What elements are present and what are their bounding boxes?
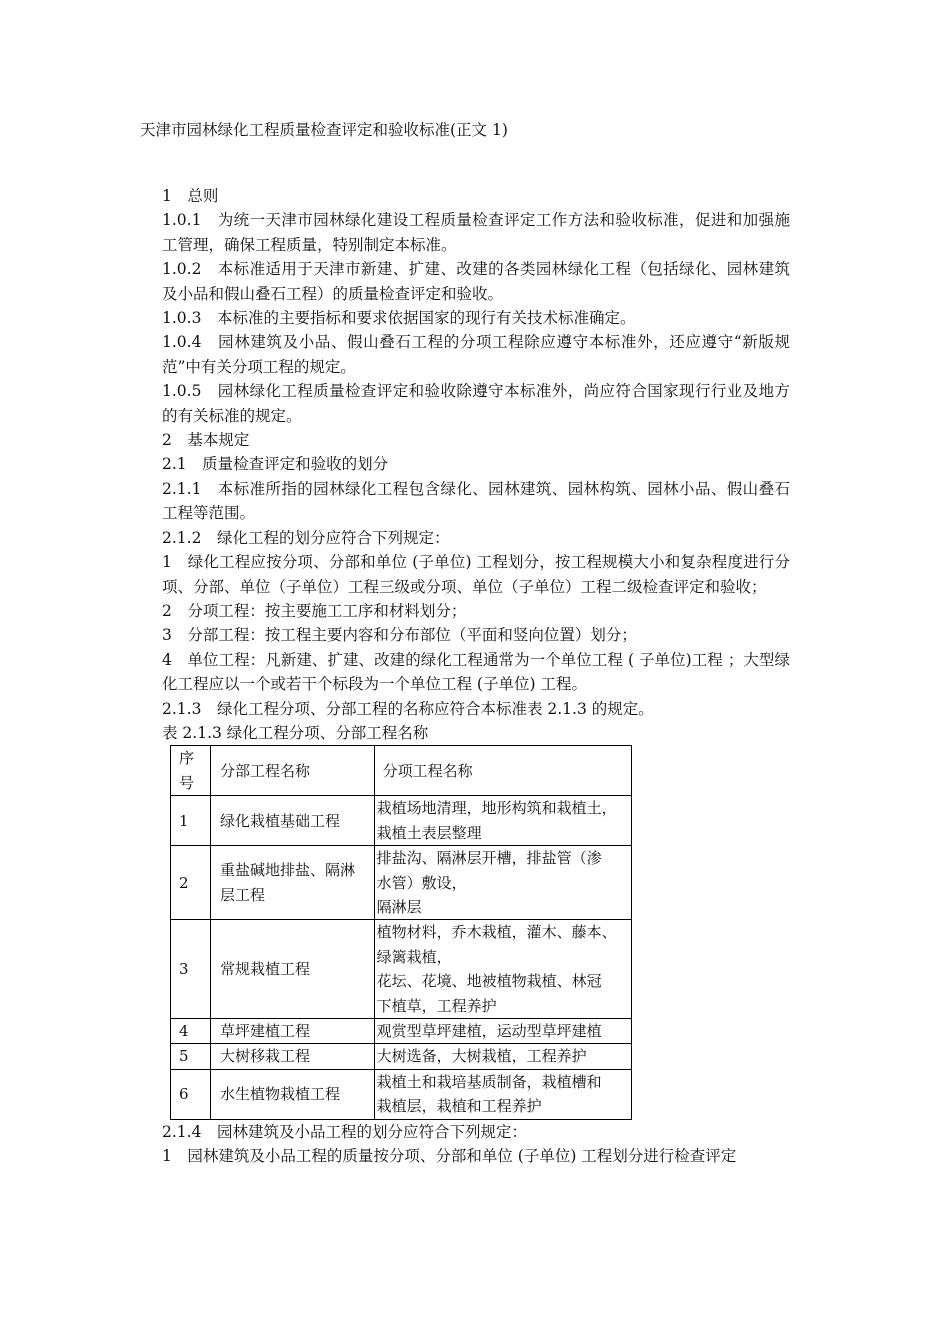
paragraph: 1.0.1 为统一天津市园林绿化建设工程质量检查评定工作方法和验收标准，促进和加强施工管理，确保工程质量，特别制定本标准。 bbox=[162, 211, 790, 254]
cell-seq: 1 bbox=[171, 796, 211, 846]
paragraph: 2.1 质量检查评定和验收的划分 bbox=[162, 455, 389, 474]
table-header-row bbox=[171, 746, 632, 796]
paragraph: 1 总则 bbox=[162, 187, 219, 205]
header-item: 分项工程名称 bbox=[374, 746, 631, 796]
cell-line: 植物材料，乔木栽植，灌木、藤本、 bbox=[376, 923, 617, 942]
cell-division bbox=[210, 1019, 374, 1044]
paragraph: 1.0.3 本标准的主要指标和要求依据国家的现行有关技术标准确定。 bbox=[162, 309, 636, 328]
cell-division bbox=[210, 846, 374, 920]
paragraph: 2.1.1 本标准所指的园林绿化工程包含绿化、园林建筑、园林构筑、园林小品、假山叠石工程等范围。 bbox=[162, 479, 790, 523]
cell-line: 绿化栽植基础工程 bbox=[219, 811, 340, 830]
paragraphs-after bbox=[162, 1120, 790, 1169]
table-row bbox=[171, 1044, 632, 1069]
table-row bbox=[171, 920, 632, 1019]
division-table bbox=[170, 745, 632, 1119]
table-row bbox=[171, 1019, 632, 1044]
cell-seq: 5 bbox=[171, 1044, 211, 1069]
cell-line: 栽植场地清理，地形构筑和栽植土， bbox=[376, 799, 617, 818]
paragraph: 1 绿化工程应按分项、分部和单位 (子单位) 工程划分，按工程规模大小和复杂程度进行分项、分部、单位（子单位）工程三级或分项、单位（子单位）工程二级检查评定和验收； bbox=[162, 553, 790, 596]
cell-division bbox=[210, 1044, 374, 1069]
document-body bbox=[162, 184, 790, 1168]
cell-seq: 3 bbox=[171, 920, 211, 1019]
paragraph: 1.0.4 园林建筑及小品、假山叠石工程的分项工程除应遵守本标准外，还应遵守“新版规范”中有关分项工程的规定。 bbox=[162, 333, 790, 376]
paragraph: 2.1.4 园林建筑及小品工程的划分应符合下列规定： bbox=[162, 1122, 527, 1141]
cell-line: 花坛、花境、地被植物栽植、林冠 bbox=[376, 972, 602, 991]
cell-line: 栽植层，栽植和工程养护 bbox=[376, 1097, 542, 1116]
cell-line: 层工程 bbox=[219, 885, 265, 904]
cell-item bbox=[374, 1019, 631, 1044]
cell-line: 水管）敷设， bbox=[376, 873, 467, 892]
cell-line: 序 bbox=[179, 749, 195, 768]
paragraph: 2 基本规定 bbox=[162, 431, 250, 450]
table-row bbox=[171, 1069, 632, 1119]
cell-item bbox=[374, 846, 631, 920]
paragraph: 2 分项工程：按主要施工工序和材料划分； bbox=[162, 601, 467, 620]
paragraph: 4 单位工程：凡新建、扩建、改建的绿化工程通常为一个单位工程 ( 子单位)工程 ；大型绿化工程应以一个或若干个标段为一个单位工程 (子单位) 工程。 bbox=[162, 650, 790, 694]
header-seq bbox=[171, 746, 211, 796]
cell-line: 隔淋层 bbox=[376, 897, 422, 916]
cell-line: 水生植物栽植工程 bbox=[219, 1085, 340, 1104]
cell-line: 观赏型草坪建植，运动型草坪建植 bbox=[376, 1022, 602, 1040]
cell-seq: 6 bbox=[171, 1069, 211, 1119]
cell-item bbox=[374, 796, 631, 846]
cell-division bbox=[210, 796, 374, 846]
cell-line: 栽植土和栽培基质制备，栽植槽和 bbox=[376, 1072, 602, 1091]
cell-line: 草坪建植工程 bbox=[219, 1022, 310, 1040]
cell-line: 号 bbox=[179, 773, 195, 792]
cell-division bbox=[210, 1069, 374, 1119]
cell-item bbox=[374, 920, 631, 1019]
cell-item bbox=[374, 1044, 631, 1069]
cell-line: 常规栽植工程 bbox=[219, 959, 310, 978]
paragraph: 1 园林建筑及小品工程的质量按分项、分部和单位 (子单位) 工程划分进行检查评定 bbox=[162, 1147, 737, 1166]
cell-line: 大树选备，大树栽植，工程养护 bbox=[376, 1047, 587, 1066]
table-row bbox=[171, 796, 632, 846]
cell-division bbox=[210, 920, 374, 1019]
cell-line: 绿篱栽植， bbox=[376, 947, 452, 966]
cell-seq: 4 bbox=[171, 1019, 211, 1044]
cell-line: 重盐碱地排盐、隔淋 bbox=[219, 861, 355, 880]
cell-line: 下植草，工程养护 bbox=[376, 996, 497, 1015]
header-division: 分部工程名称 bbox=[210, 746, 374, 796]
paragraph: 2.1.3 绿化工程分项、分部工程的名称应符合本标准表 2.1.3 的规定。 bbox=[162, 699, 654, 718]
cell-line: 栽植土表层整理 bbox=[376, 823, 482, 842]
document-title: 天津市园林绿化工程质量检查评定和验收标准(正文 1) bbox=[140, 121, 508, 139]
table-caption: 表 2.1.3 绿化工程分项、分部工程名称 bbox=[162, 723, 429, 742]
cell-item bbox=[374, 1069, 631, 1119]
paragraph: 1.0.2 本标准适用于天津市新建、扩建、改建的各类园林绿化工程（包括绿化、园林建筑及小品和假山叠石工程）的质量检查评定和验收。 bbox=[162, 260, 790, 303]
paragraph: 1.0.5 园林绿化工程质量检查评定和验收除遵守本标准外，尚应符合国家现行行业及地方的有关标准的规定。 bbox=[162, 382, 790, 425]
table-row bbox=[171, 846, 632, 920]
cell-line: 大树移栽工程 bbox=[219, 1047, 310, 1066]
cell-line: 排盐沟、隔淋层开槽，排盐管（渗 bbox=[376, 849, 602, 868]
cell-seq: 2 bbox=[171, 846, 211, 920]
paragraphs-before bbox=[162, 184, 790, 721]
paragraph: 2.1.2 绿化工程的划分应符合下列规定： bbox=[162, 528, 450, 547]
paragraph: 3 分部工程：按工程主要内容和分布部位（平面和竖向位置）划分； bbox=[162, 626, 637, 645]
